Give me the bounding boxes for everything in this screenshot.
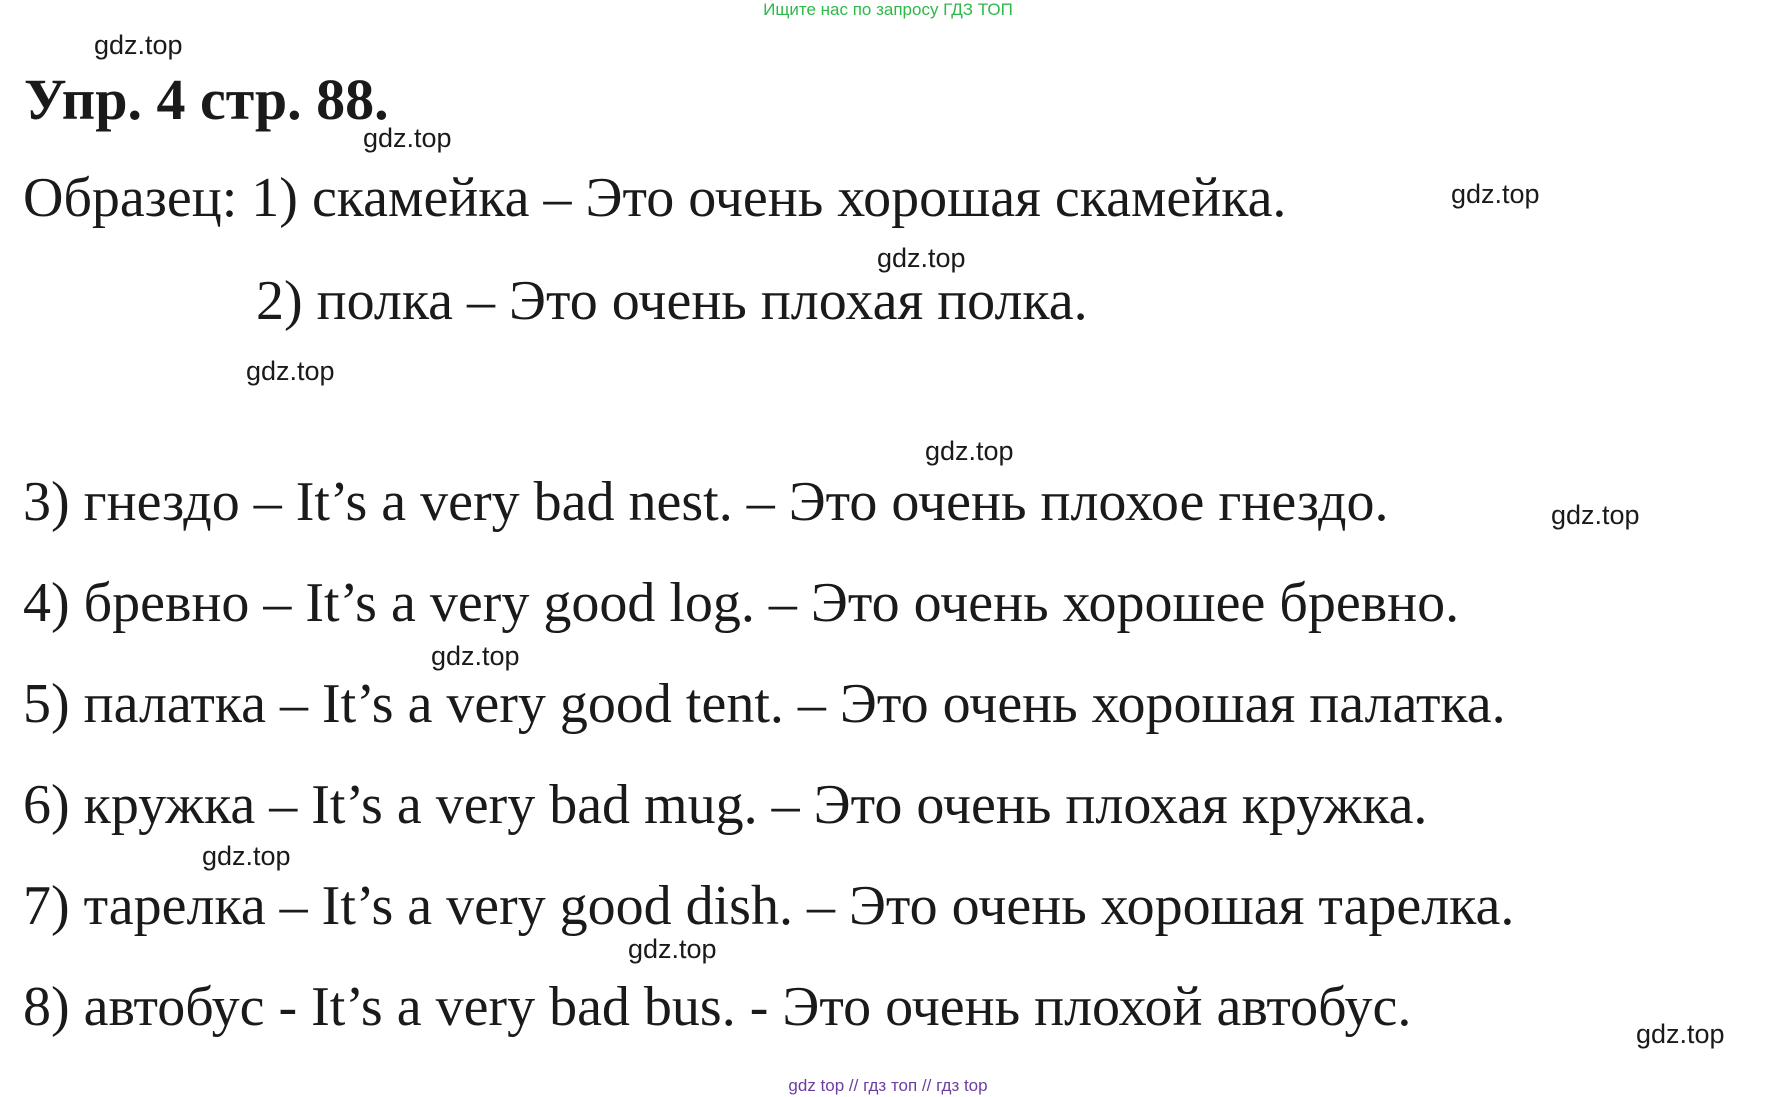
watermark: gdz.top <box>246 356 335 386</box>
watermark: gdz.top <box>431 641 520 671</box>
watermark: gdz.top <box>1636 1019 1725 1049</box>
watermark: gdz.top <box>628 934 717 964</box>
watermark: gdz.top <box>1451 179 1540 209</box>
watermark: gdz.top <box>877 243 966 273</box>
top-banner: Ищите нас по запросу ГДЗ ТОП <box>763 0 1013 19</box>
watermark: gdz.top <box>94 30 183 60</box>
watermark: gdz.top <box>363 123 452 153</box>
answer-line: 6) кружка – It’s a very bad mug. – Это очень плохая кружка. <box>23 774 1428 836</box>
footer-links: gdz top // гдз топ // гдз top <box>788 1076 988 1095</box>
sample-line-2: 2) полка – Это очень плохая полка. <box>256 270 1088 332</box>
page-title: Упр. 4 стр. 88. <box>24 67 389 132</box>
watermark: gdz.top <box>925 436 1014 466</box>
watermark: gdz.top <box>1551 500 1640 530</box>
answer-line: 4) бревно – It’s a very good log. – Это очень хорошее бревно. <box>23 572 1460 634</box>
answer-line: 3) гнездо – It’s a very bad nest. – Это очень плохое гнездо. <box>23 471 1389 533</box>
sample-line-1: Образец: 1) скамейка – Это очень хорошая скамейка. <box>23 167 1287 229</box>
answer-line: 5) палатка – It’s a very good tent. – Это очень хорошая палатка. <box>23 673 1506 735</box>
watermark: gdz.top <box>202 841 291 871</box>
answer-line: 7) тарелка – It’s a very good dish. – Это очень хорошая тарелка. <box>23 875 1515 937</box>
answer-line: 8) автобус - It’s a very bad bus. - Это очень плохой автобус. <box>23 976 1412 1038</box>
